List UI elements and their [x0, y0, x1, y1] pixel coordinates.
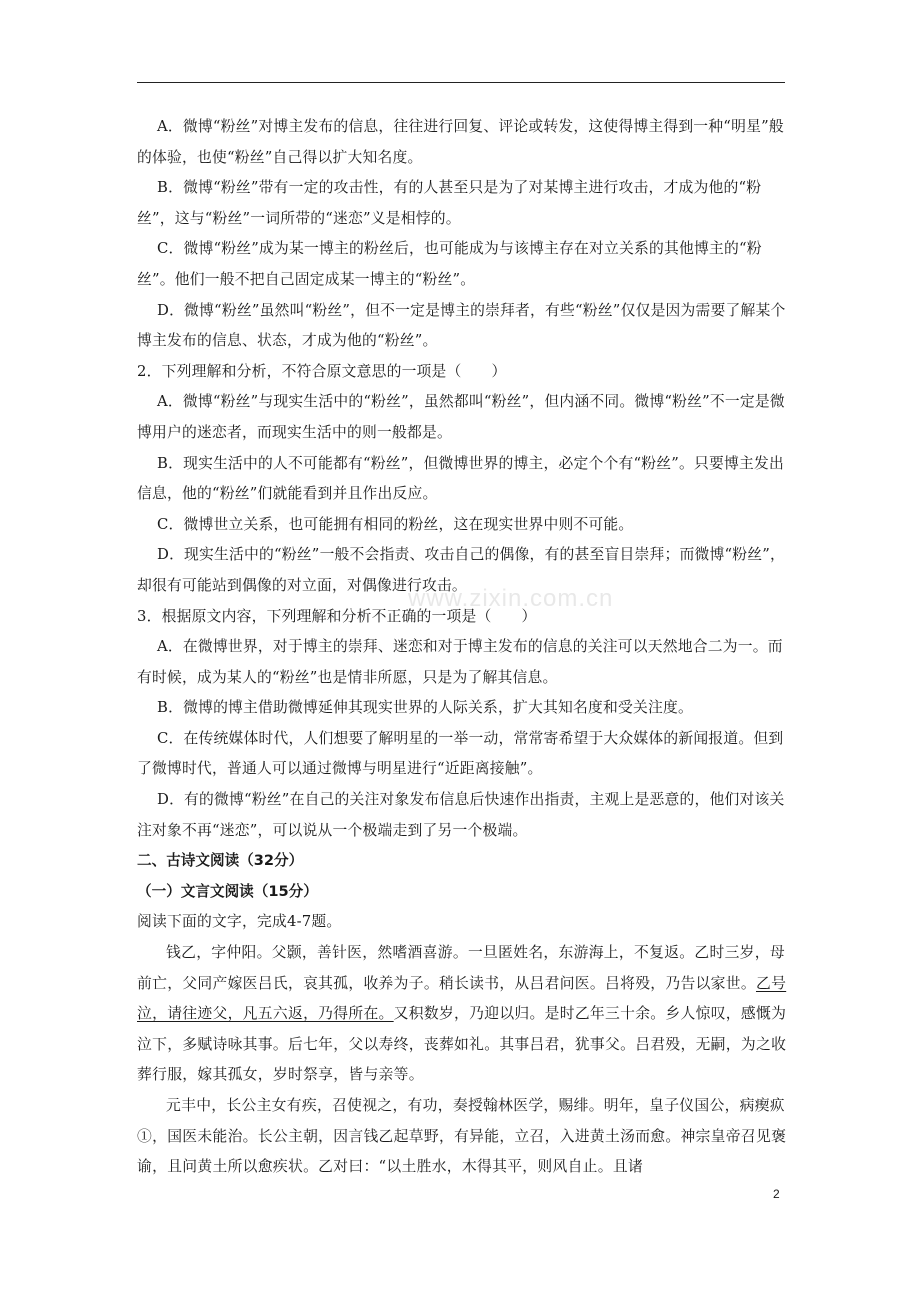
q2-option-a: A．微博“粉丝”与现实生活中的“粉丝”，虽然都叫“粉丝”，但内涵不同。微博“粉丝”不一定是微博用户的迷恋者，而现实生活中的则一般都是。 — [137, 393, 785, 441]
reading-instruction: 阅读下面的文字，完成4-7题。 — [137, 913, 342, 931]
underlined-sentence: 乙号泣，请往迹父，凡五六返，乃得所在。 — [137, 974, 787, 1023]
q2-stem: 2．下列理解和分析，不符合原文意思的一项是（ ） — [137, 362, 507, 380]
q3-option-a: A．在微博世界，对于博主的崇拜、迷恋和对于博主发布的信息的关注可以天然地合二为一。而有时候，成为某人的“粉丝”也是情非所愿，只是为了解其信息。 — [137, 638, 783, 686]
passage-text: 钱乙，字仲阳。父颢，善针医，然嗜酒喜游。一旦匿姓名，东游海上，不复返。乙时三岁，母前亡，父同产嫁医吕氏，哀其孤，收养为子。稍长读书，从吕君问医。吕将殁，乃告以家世。 — [137, 944, 785, 992]
passage-paragraph-1 — [137, 938, 787, 1091]
passage-text: 又积数岁，乃迎以归。是时乙年三十余。乡人惊叹，感慨为泣下，多赋诗咏其事。后七年，父以寿终，丧葬如礼。其事吕君，犹事父。吕君殁，无嗣，为之收葬行服，嫁其孤女，岁时祭享，皆与亲等。 — [137, 1005, 787, 1084]
q2-option-b: B．现实生活中的人不可能都有“粉丝”，但微博世界的博主，必定个个有“粉丝”。只要博主发出信息，他的“粉丝”们就能看到并且作出反应。 — [137, 454, 785, 503]
q2-option-d: D．现实生活中的“粉丝”一般不会指责、攻击自己的偶像，有的甚至盲目崇拜；而微博“粉丝”，却很有可能站到偶像的对立面，对偶像进行攻击。 — [137, 546, 786, 594]
q3-option-d: D．有的微博“粉丝”在自己的关注对象发布信息后快速作出指责，主观上是恶意的，他们对该关注对象不再“迷恋”，可以说从一个极端走到了另一个极端。 — [137, 791, 785, 839]
q3-stem: 3．根据原文内容，下列理解和分析不正确的一项是（ ） — [137, 607, 537, 625]
q3-option-c: C．在传统媒体时代，人们想要了解明星的一举一动，常常寄希望于大众媒体的新闻报道。但到了微博时代，普通人可以通过微博与明星进行“近距离接触”。 — [137, 729, 784, 778]
document-body — [137, 112, 787, 1183]
q3-option-b: B．微博的博主借助微博延伸其现实世界的人际关系，扩大其知名度和受关注度。 — [157, 699, 693, 717]
q1-option-b: B．微博“粉丝”带有一定的攻击性，有的人甚至只是为了对某博主进行攻击，才成为他的“粉丝”，这与“粉丝”一词所带的“迷恋”义是相悖的。 — [137, 179, 762, 227]
subsection-title: （一）文言文阅读（15分） — [137, 882, 318, 900]
q2-option-c: C．微博世立关系，也可能拥有相同的粉丝，这在现实世界中则不可能。 — [157, 515, 634, 533]
page-number: 2 — [773, 1187, 780, 1201]
q1-option-d: D．微博“粉丝”虽然叫“粉丝”，但不一定是博主的崇拜者，有些“粉丝”仅仅是因为需要了解某个博主发布的信息、状态，才成为他的“粉丝”。 — [137, 301, 786, 350]
q1-option-c: C．微博“粉丝”成为某一博主的粉丝后，也可能成为与该博主存在对立关系的其他博主的“粉丝”。他们一般不把自己固定成某一博主的“粉丝”。 — [137, 240, 762, 288]
q1-option-a: A．微博“粉丝”对博主发布的信息，往往进行回复、评论或转发，这使得博主得到一种“明星”般的体验，也使“粉丝”自己得以扩大知名度。 — [137, 118, 784, 166]
header-rule — [137, 82, 785, 83]
section-title: 二、古诗文阅读（32分） — [137, 852, 304, 870]
passage-paragraph-2: 元丰中，长公主女有疾，召使视之，有功，奏授翰林医学，赐绯。明年，皇子仪国公，病瘈疭①，国医未能治。长公主朝，因言钱乙起草野，有异能，立召，入进黄土汤而愈。神宗皇帝召见褒谕，且问黄土所以愈疾状。乙对曰：“以土胜水，木得其平，则风自止。且诸 — [137, 1097, 787, 1176]
watermark: www.zixin.com.cn — [408, 585, 614, 612]
